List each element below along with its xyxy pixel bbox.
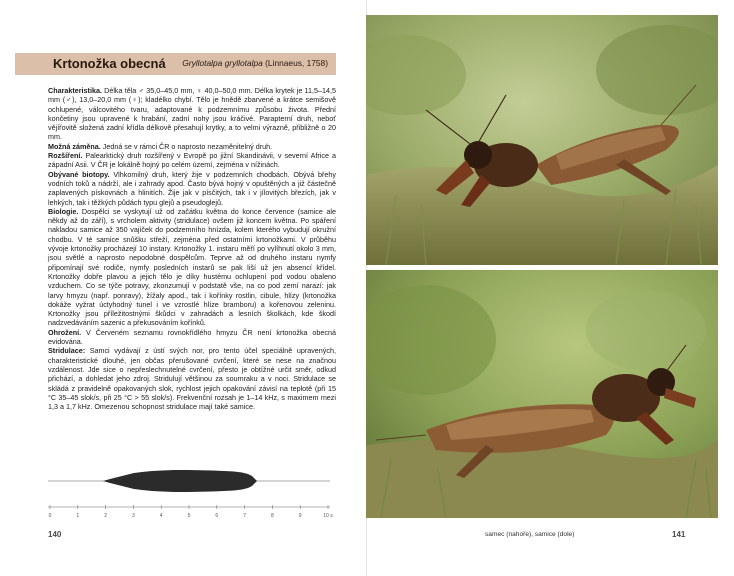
species-description — [48, 86, 336, 411]
time-tick-label: 8 — [271, 513, 274, 519]
section-distribution — [48, 151, 336, 170]
section-text: Vlhkomilný druh, který žije v podzemních chodbách. Obývá břehy vodních toků a nádrží, ale i zahrady apod. Často bývá hojný v opuštěných a již částečně zaplavených pískovnách a hlinitích. Žije jak v písčitých, tak i v jílovitých březích, jak v lehkých, tak i těžkých půdách typu glejů a pseudoglejů. — [48, 169, 336, 207]
section-label: Charakteristika. — [48, 86, 102, 95]
time-tick-label: 2 — [104, 513, 107, 519]
page-number-right: 141 — [672, 530, 686, 539]
section-text: Samci vydávají z ústí svých nor, pro tento účel speciálně upravených, charakteristické dlouhé, jen občas přerušované cvrčení, které se nese na značnou vzdálenost. Jde sice o nepřeslechnutelné cvrčení, přesto je obtížné určit směr, odkud přichází, a dohledat jeho zdroj. Stridulují většinou za soumraku a v noci. Stridulace se skládá z pravidelně opakovaných slok, rychlost jejich opakování závisí na teplotě (při 15 °C 35–45 slok/s, při 25 °C > 55 slok/s). Frekvenční rozsah je 1–14 kHz, s maximem mezi 1,3 a 1,7 kHz. Omezenou schopnost stridulace mají také samice. — [48, 346, 336, 412]
section-text: Jedná se v rámci ČR o naprosto nezaměnitelný druh. — [100, 141, 273, 151]
section-text: Palearktický druh rozšířený v Evropě po jižní Skandinávii, v severní Africe a západní Asii. V ČR je lokálně hojný po celém území, zejména v nížinách. — [48, 151, 336, 170]
time-tick-label: 3 — [132, 513, 135, 519]
section-biology — [48, 207, 336, 328]
section-label: Ohrožení. — [48, 327, 82, 337]
section-label: Biologie. — [48, 206, 79, 216]
section-label: Možná záměna. — [48, 141, 101, 151]
section-text: Dospělci se vyskytují už od začátku května do konce července (samice ale někdy až do září), s vrcholem aktivity (stridulace) ovšem již koncem května. Po spáření nakladou samice až 350 vajíček do podzemního hnízda, kolem kterého vybudují okružní chodbu. V té samice snůšku střeží, zejména před ostatními krtonožkami. V průběhu vývoje krtonožky procházejí 10 instary. Krtonožky 1. instaru měří po vylíhnutí okolo 3 mm, jsou světlé a naprosto nepodobné dospělcům. Teprve až od druhého instaru nymfy připomínají své rodiče, nymfy posledních instarů se pak liší už jen absencí křídel. Krtonožky dobře plavou a jejich tělo je díky hustému ochlupení pod vodou obaleno vzduchem. Co se týče potravy, zkonzumují v podstatě vše, na co pod zemí narazí: jak larvy hmyzu (např. ponravy), žížaly apod., tak i kořínky rostlin, cibule, hlízy (krtonožka dokáže vyžrat úctyhodný tunel i ve vzrostlé hlíze bramboru) a kořenovou zeleninu. Krtonožky jsou příležitostnými škůdci v zahradách a lesních školkách, kde škodí nadzvedáváním sazenic a překusováním kořínků. — [48, 206, 336, 328]
photo-male — [366, 15, 718, 265]
time-tick-label: 7 — [243, 513, 246, 519]
section-label: Obývané biotopy. — [48, 169, 110, 179]
section-label: Rozšíření. — [48, 151, 83, 161]
section-habitats — [48, 170, 336, 207]
photo-female — [366, 270, 718, 518]
latin-author: (Linnaeus, 1758) — [265, 58, 328, 68]
time-tick-label: 1 — [76, 513, 80, 519]
species-latin-name — [182, 58, 328, 68]
species-header — [15, 53, 336, 75]
photo-caption: samec (nahoře), samice (dole) — [485, 531, 575, 538]
section-characteristics — [48, 86, 336, 142]
section-confusion — [48, 142, 336, 151]
sonogram — [48, 463, 338, 523]
time-tick-label: 5 — [187, 513, 191, 519]
species-title: Krtonožka obecná — [53, 56, 166, 71]
section-label: Stridulace: — [48, 346, 86, 356]
page-number-left: 140 — [48, 530, 62, 539]
male-mole-cricket-photo — [366, 15, 718, 265]
section-text: V Červeném seznamu rovnokřídlého hmyzu ČR není krtonožka obecná evidována. — [48, 327, 336, 347]
female-mole-cricket-photo — [366, 270, 718, 518]
time-tick-label: 6 — [215, 513, 219, 519]
section-threat — [48, 328, 336, 347]
section-stridulation — [48, 346, 336, 411]
time-tick-label: 10 s — [323, 513, 333, 519]
sonogram-waveform — [103, 470, 257, 492]
time-tick-label: 0 — [48, 513, 52, 519]
time-tick-label: 9 — [298, 513, 302, 519]
latin-binomial: Gryllotalpa gryllotalpa — [182, 58, 263, 68]
time-tick-label: 4 — [159, 513, 163, 519]
section-text: Délka těla ♂ 35,0–45,0 mm, ♀ 40,0–50,0 mm. Délka krytek je 11,5–14,5 mm (♂), 13,0–20,0 mm (♀); kladélko chybí. Tělo je hnědě zbarvené a krátce semišově ochlupené, válcovitého tvaru, adaptované k podzemnímu způsobu života. Přední končetiny jsou upravené k hrabání, zadní nohy jsou kráčivé. Parapterní druh, neboť vějířovitě složená zadní křídla délkově přesahují krytky, a to velmi výrazně, přibližně o 20 mm. — [48, 86, 336, 142]
